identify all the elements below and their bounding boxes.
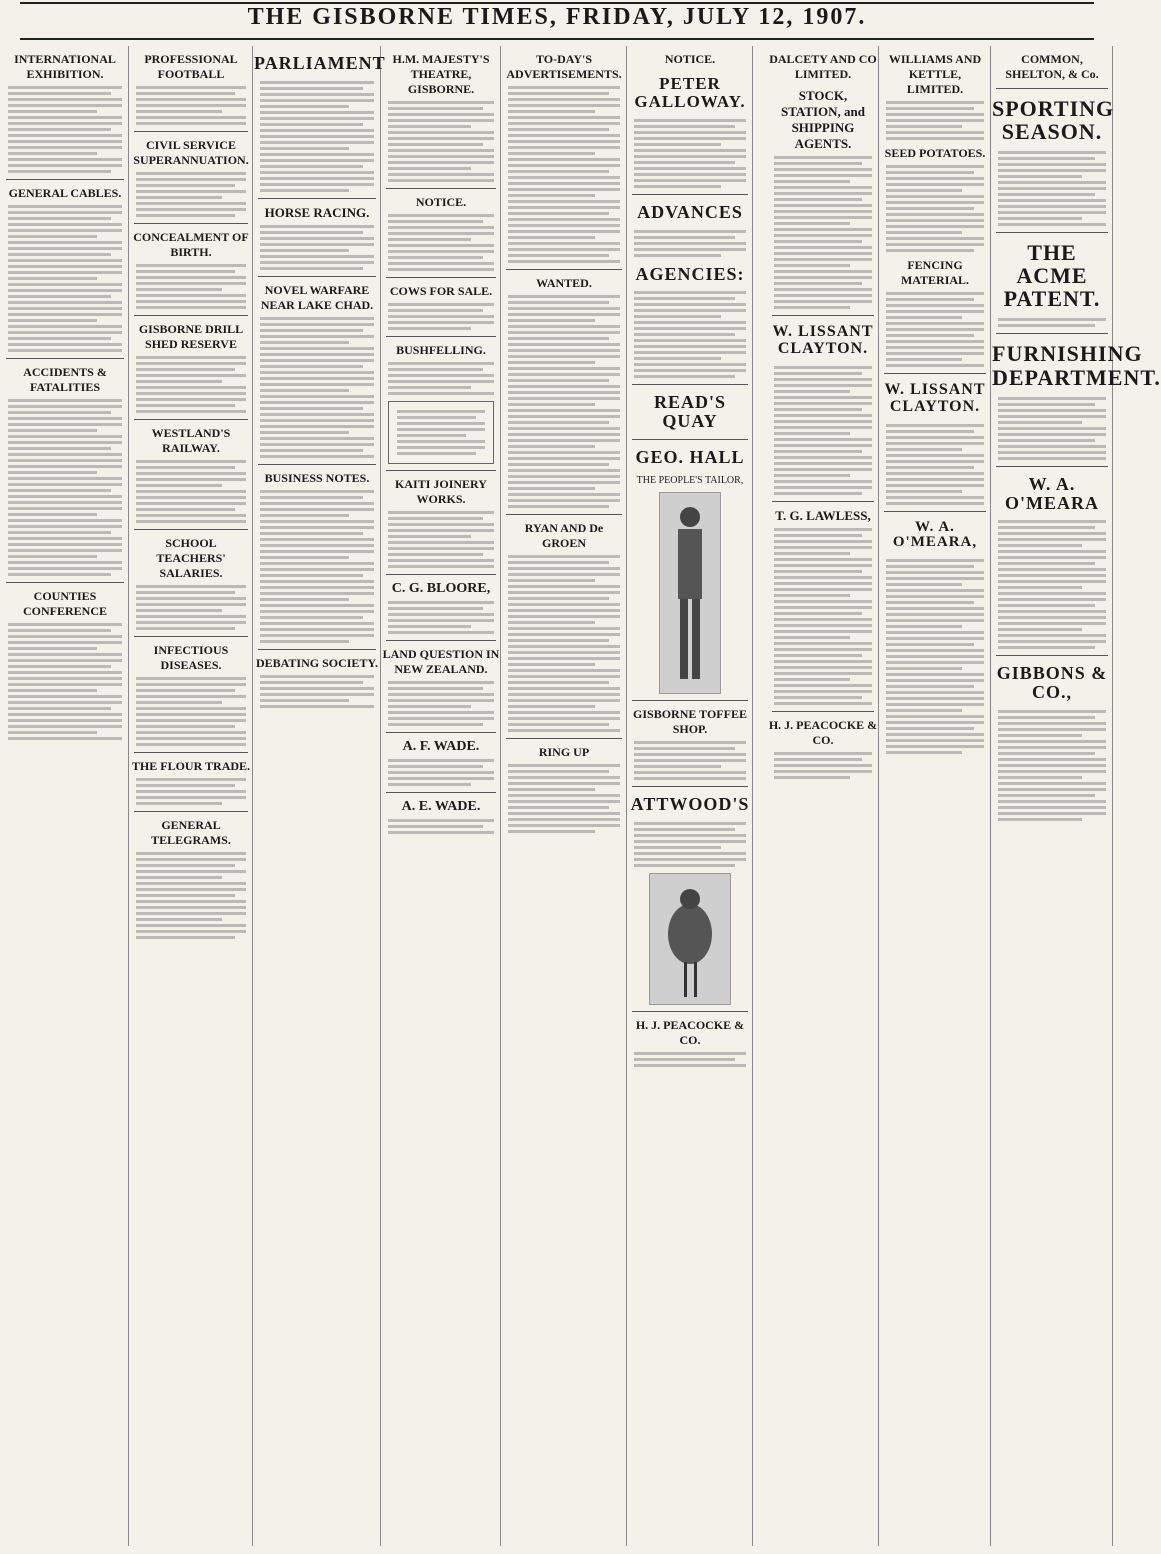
heading-wanted: WANTED. (536, 276, 592, 290)
heading-bloore: C. G. BLOORE, (391, 581, 491, 596)
heading-fencing-material: FENCING MATERIAL. (900, 258, 970, 287)
heading-flour-trade: THE FLOUR TRADE. (131, 759, 251, 773)
heading-horse-racing: HORSE RACING. (264, 204, 370, 220)
heading-general-telegrams: GENERAL TELEGRAMS. (151, 818, 231, 847)
masthead (0, 0, 1114, 42)
heading-parliament: PARLIAMENT (254, 53, 386, 73)
column-9 (992, 46, 1161, 1546)
subheading-peoples-tailor: THE PEOPLE'S TAILOR, (636, 475, 744, 487)
heading-tg-lawless: T. G. LAWLESS, (775, 507, 871, 523)
heading-school-teachers-salaries: SCHOOL TEACHERS' SALARIES. (156, 536, 226, 580)
newspaper-title: THE GISBORNE TIMES, FRIDAY, JULY 12, 1907. (247, 4, 867, 30)
heading-novel-warfare: NOVEL WARFARE NEAR LAKE CHAD. (260, 282, 374, 312)
heading-land-question: LAND QUESTION IN NEW ZEALAND. (382, 647, 500, 676)
heading-advances: ADVANCES (637, 201, 743, 222)
heading-international-exhibition: INTERNATIONAL EXHIBITION. (14, 52, 116, 81)
tailor-figure-illustration (659, 492, 721, 694)
heading-geo-hall: GEO. HALL (635, 447, 745, 468)
heading-omeara-col9: W. A. O'MEARA (1005, 473, 1099, 513)
heading-peacocke-col7: H. J. PEACOCKE & CO. (768, 717, 878, 747)
heading-accidents-fatalities: ACCIDENTS & FATALITIES (23, 365, 107, 394)
heading-af-wade: A. F. WADE. (402, 739, 480, 754)
heading-infectious-diseases: INFECTIOUS DISEASES. (153, 643, 229, 672)
heading-theatre: H.M. MAJESTY'S THEATRE, GISBORNE. (392, 52, 490, 96)
heading-westlands-railway: WESTLAND'S RAILWAY. (151, 426, 231, 455)
heading-ryan-de-groen: RYAN AND De GROEN (524, 521, 604, 550)
heading-gibbons: GIBBONS & CO., (996, 663, 1108, 703)
heading-counties-conference: COUNTIES CONFERENCE (22, 589, 107, 618)
heading-peacocke-col6: H. J. PEACOCKE & CO. (635, 1018, 745, 1048)
heading-civil-service: CIVIL SERVICE SUPERANNUATION. (133, 138, 249, 167)
column-5 (502, 46, 627, 1546)
heading-ae-wade: A. E. WADE. (401, 799, 481, 814)
heading-agencies: AGENCIES: (635, 263, 745, 284)
heading-gisborne-toffee-shop: GISBORNE TOFFEE SHOP. (633, 707, 747, 737)
heading-kaiti-joinery: KAITI JOINERY WORKS. (395, 477, 487, 506)
heading-bushfelling: BUSHFELLING. (396, 343, 486, 357)
heading-lissant-clayton-col8: W. LISSANT CLAYTON. (884, 381, 986, 415)
heading-stock-station: STOCK, STATION, and SHIPPING AGENTS. (780, 88, 866, 151)
heading-sporting-season: SPORTING SEASON. (992, 96, 1115, 145)
heading-notice-col6: NOTICE. (664, 52, 716, 66)
body-text-block (8, 205, 122, 352)
column-7 (768, 46, 879, 1546)
body-text-block (8, 623, 122, 740)
heading-todays-advertisements: TO-DAY'S ADVERTISEMENTS. (506, 52, 622, 81)
heading-business-notes: BUSINESS NOTES. (264, 470, 370, 485)
heading-notice: NOTICE. (415, 195, 467, 209)
column-8 (880, 46, 991, 1546)
heading-cows-for-sale: COWS FOR SALE. (389, 284, 493, 298)
heading-drill-shed-reserve: GISBORNE DRILL SHED RESERVE (138, 322, 244, 351)
heading-lissant-clayton-col7: W. LISSANT CLAYTON. (772, 323, 874, 357)
heading-attwoods: ATTWOOD'S (630, 794, 750, 815)
heading-omeara-col8: W. A. O'MEARA, (892, 518, 978, 551)
column-3 (254, 46, 386, 1546)
ad-space-reserved (388, 401, 494, 464)
heading-general-cables: GENERAL CABLES. (8, 186, 122, 200)
masthead-rule (20, 38, 1094, 40)
heading-reads-quay: READ'S QUAY (653, 392, 726, 432)
heading-debating-society: DEBATING SOCIETY. (255, 655, 379, 670)
body-text-block (8, 399, 122, 576)
heading-dalcety: DALCETY AND CO LIMITED. (769, 52, 877, 81)
column-4 (382, 46, 501, 1546)
column-6 (628, 46, 753, 1546)
column-1 (2, 46, 129, 1546)
heading-professional-football: PROFESSIONAL FOOTBALL (144, 52, 238, 81)
heading-common-shelton: COMMON, SHELTON, & Co. (1005, 52, 1099, 81)
heading-seed-potatoes: SEED POTATOES. (884, 146, 986, 160)
heading-furnishing-department: FURNISHING DEPARTMENT. (992, 341, 1161, 390)
heading-concealment-of-birth: CONCEALMENT OF BIRTH. (133, 230, 249, 259)
heading-acme-patent: THE ACME PATENT. (1003, 240, 1101, 312)
heading-ring-up: RING UP (538, 745, 590, 759)
heading-williams-kettle: WILLIAMS AND KETTLE, LIMITED. (888, 52, 982, 96)
bird-illustration (649, 873, 731, 1005)
body-text-block (8, 86, 122, 173)
heading-peter-galloway: PETER GALLOWAY. (634, 74, 746, 111)
column-2 (130, 46, 253, 1546)
